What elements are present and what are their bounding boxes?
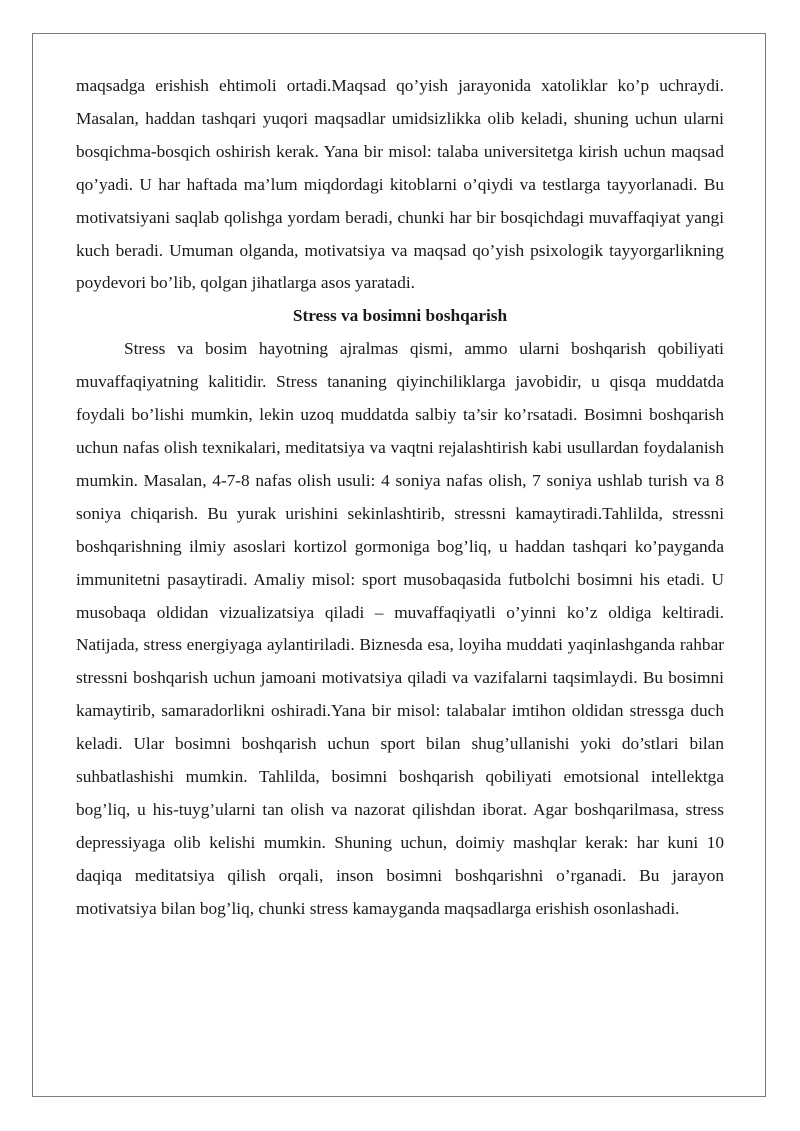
body-paragraph: maqsadga erishish ehtimoli ortadi.Maqsad qo’yish jarayonida xatoliklar ko’p uchraydi. Masalan, haddan tashqari yuqori maqsadlar umidsizlikka olib keladi, shuning uchun ularni bosqichma-bosqich oshirish kerak. Yana bir misol: talaba universitetga kirish uchun maqsad qo’yadi. U har haftada ma’lum miqdordagi kitoblarni o’qiydi va testlarga tayyorlanadi. Bu motivatsiyani saqlab qolishga yordam beradi, chunki har bir bosqichdagi muvaffaqiyat yangi kuch beradi. Umuman olganda, motivatsiya va maqsad qo’yish psixologik tayyorgarlikning poydevori bo’lib, qolgan jihatlarga asos yaratadi. xyxy=(76,76,724,293)
body-paragraph: Stress va bosim hayotning ajralmas qismi, ammo ularni boshqarish qobiliyati muvaffaqiyatning kalitidir. Stress tananing qiyinchiliklarga javobidir, u qisqa muddatda foydali bo’lishi mumkin, lekin uzoq muddatda salbiy ta’sir ko’rsatadi. Bosimni boshqarish uchun nafas olish texnikalari, meditatsiya va vaqtni rejalashtirish kabi usullardan foydalanish mumkin. Masalan, 4-7-8 nafas olish usuli: 4 soniya nafas olish, 7 soniya ushlab turish va 8 soniya chiqarish. Bu yurak urishini sekinlashtirib, stressni kamaytiradi.Tahlilda, stressni boshqarishning ilmiy asoslari kortizol gormoniga bog’liq, u haddan tashqari ko’payganda immunitetni pasaytiradi. Amaliy misol: sport musobaqasida futbolchi bosimni his etadi. U musobaqa oldidan vizualizatsiya qiladi – muvaffaqiyatli o’yinni ko’z oldiga keltiradi. Natijada, stress energiyaga aylantiriladi. Biznesda esa, loyiha muddati yaqinlashganda rahbar stressni boshqarish uchun jamoani motivatsiya qiladi va vazifalarni taqsimlaydi. Bu bosimni kamaytirib, samaradorlikni oshiradi.Yana bir misol: talabalar imtihon oldidan stressga duch keladi. Ular bosimni boshqarish uchun sport bilan shug’ullanishi yoki do’stlari bilan suhbatlashishi mumkin. Tahlilda, bosimni boshqarish qobiliyati emotsional intellektga bog’liq, u his-tuyg’ularni tan olish va nazorat qilishdan iborat. Agar boshqarilmasa, stress depressiyaga olib kelishi mumkin. Shuning uchun, doimiy mashqlar kerak: har kuni 10 daqiqa meditatsiya qilish orqali, inson bosimni boshqarishni o’rganadi. Bu jarayon motivatsiya bilan bog’liq, chunki stress kamayganda maqsadlarga erishish osonlashadi. xyxy=(76,339,724,918)
document-body xyxy=(76,70,724,926)
section-heading: Stress va bosimni boshqarish xyxy=(292,306,508,326)
